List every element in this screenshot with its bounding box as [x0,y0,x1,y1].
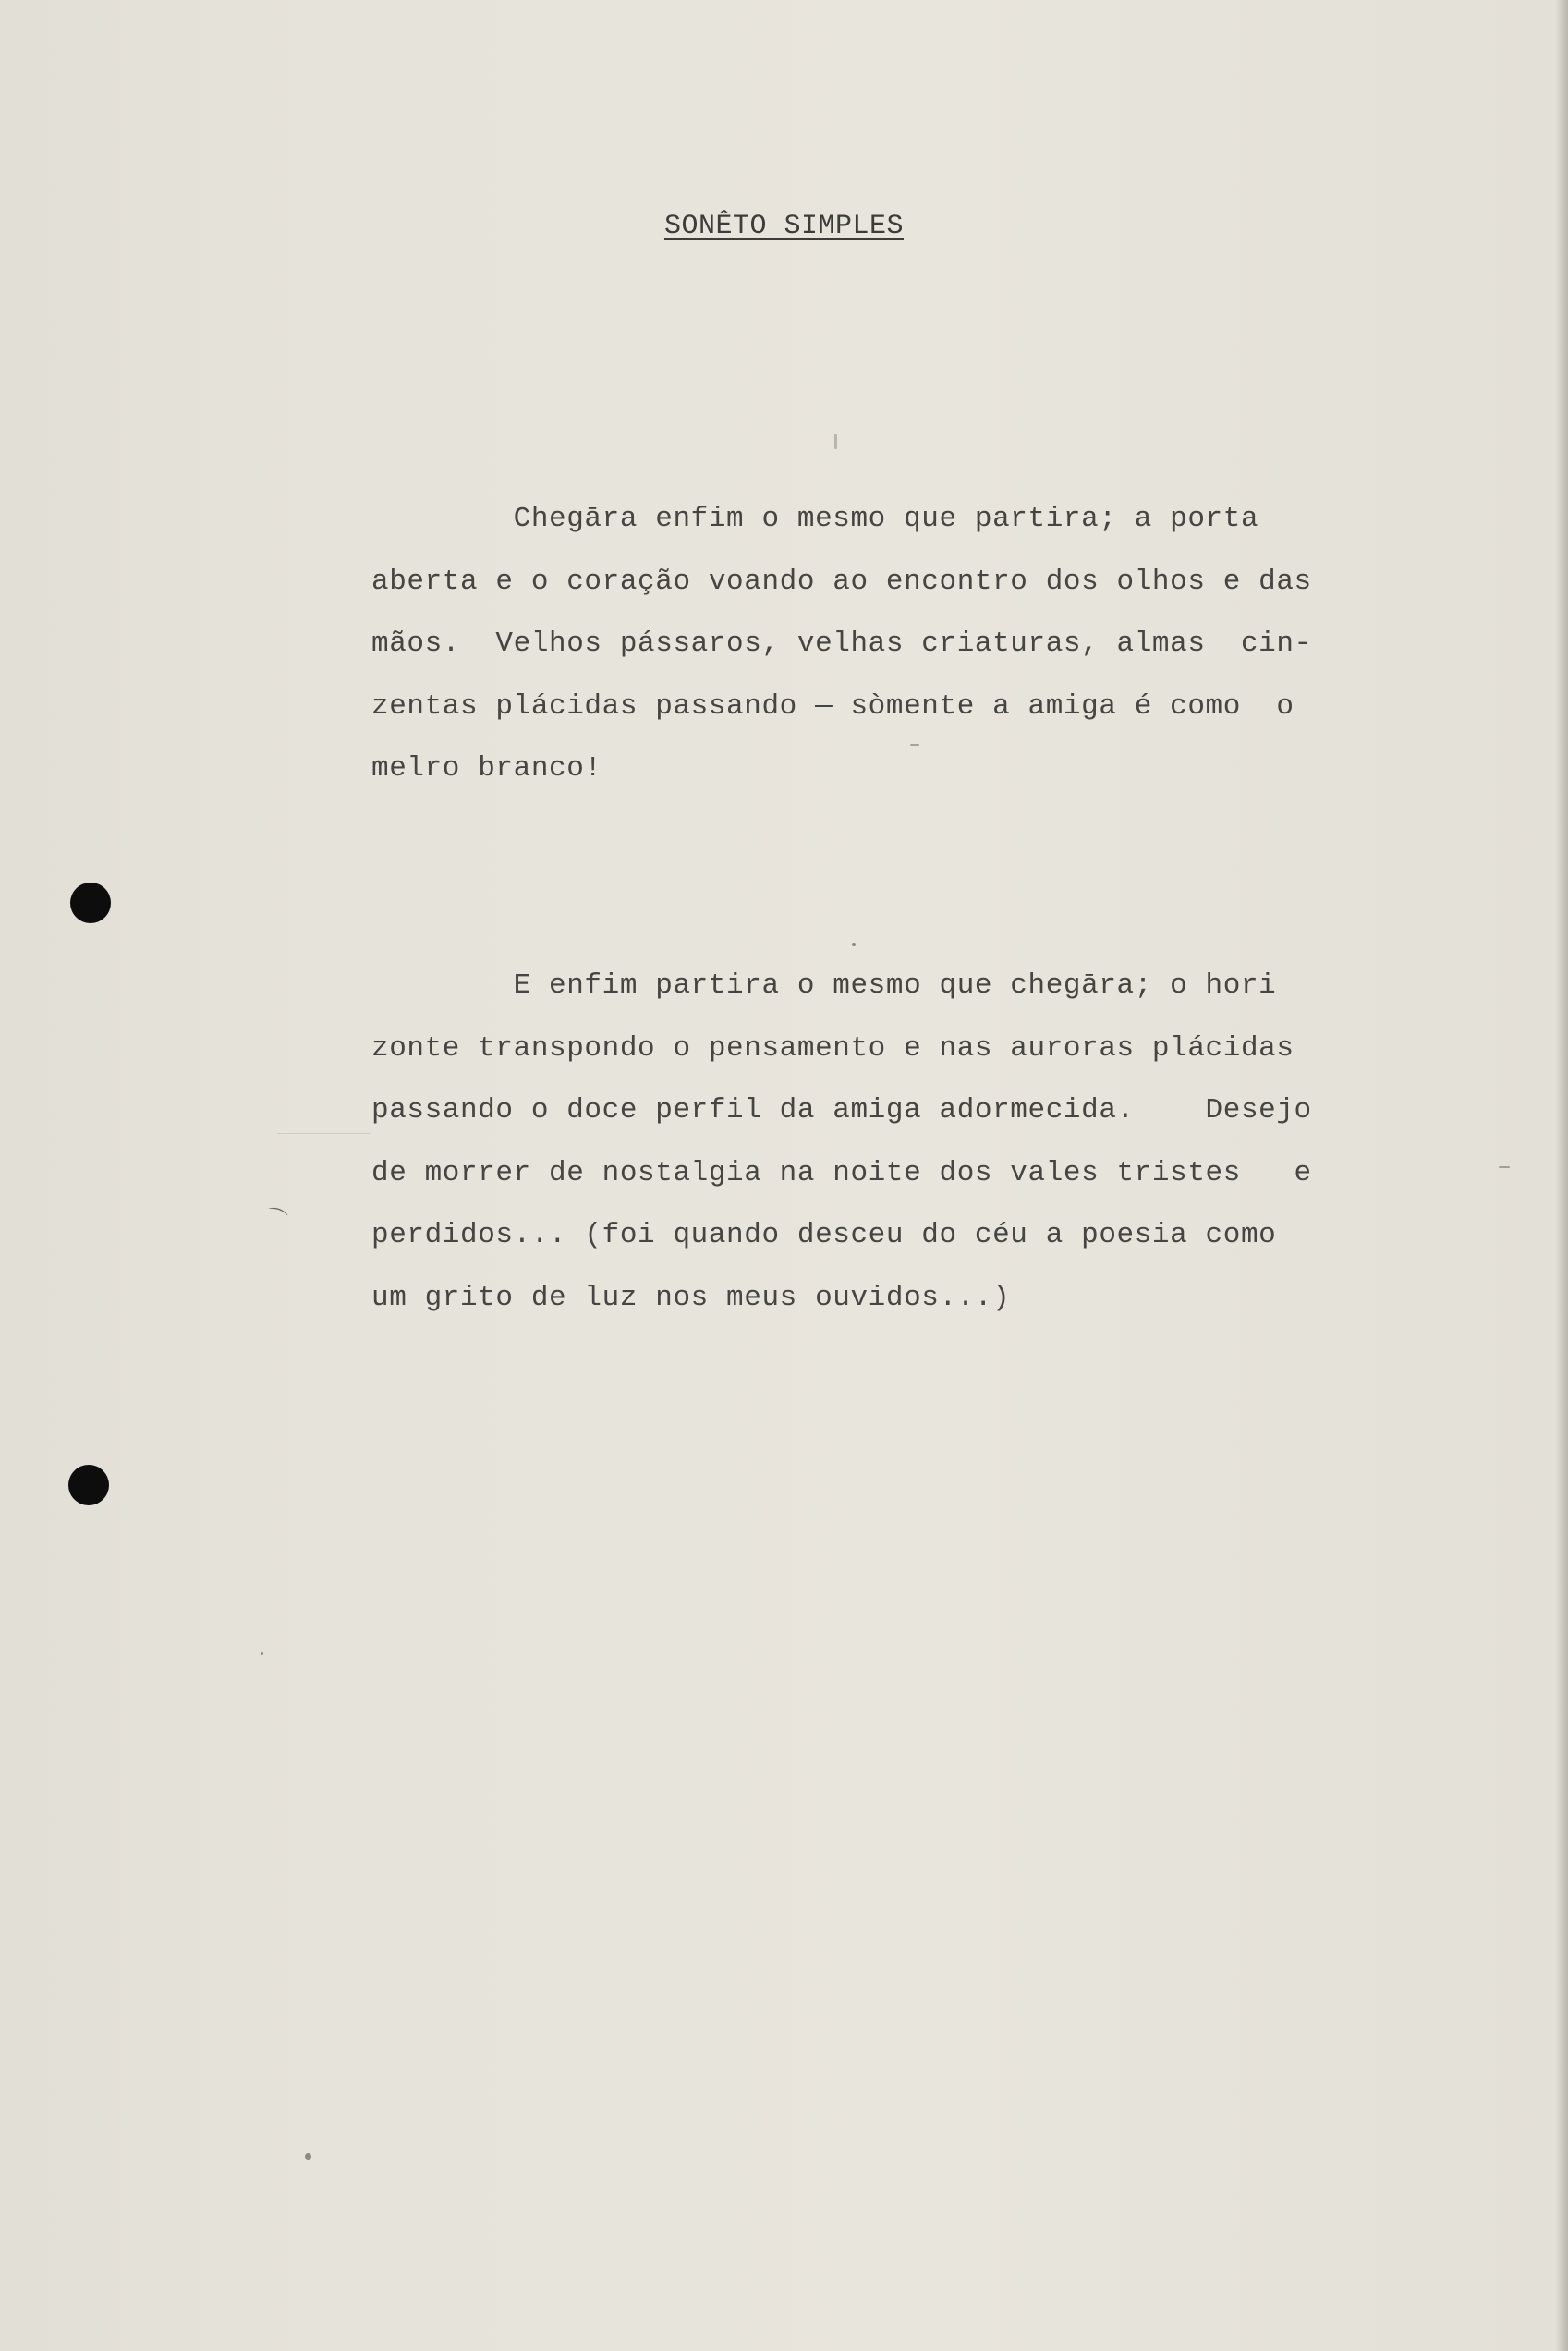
ink-speck [1499,1166,1510,1168]
ink-speck [834,434,837,449]
text-line: zonte transpondo o pensamento e nas auroras plácidas [371,1031,1295,1065]
ink-speck [261,1652,263,1655]
text-line: E enfim partira o mesmo que chegāra; o hori [371,969,1277,1002]
page-title-text: SONÊTO SIMPLES [663,211,905,242]
text-line: Chegāra enfim o mesmo que partira; a porta [371,503,1259,535]
ink-speck [852,943,856,946]
text-line: perdidos... (foi quando desceu do céu a poesia como [371,1219,1277,1251]
text-line: um grito de luz nos meus ouvidos...) [371,1281,1011,1314]
text-line: passando o doce perfil da amiga adormecida. Desejo [371,1094,1312,1127]
paragraph-2 [371,955,1351,1329]
ink-speck [277,1133,370,1134]
punch-hole [70,883,111,923]
ink-speck [305,2153,311,2160]
text-line: aberta e o coração voando ao encontro dos olhos e das [371,565,1312,598]
pencil-mark: ⌒ [261,1204,289,1234]
punch-hole [68,1465,109,1505]
ink-speck [910,744,919,746]
text-line: zentas plácidas passando — sòmente a amiga é como o [371,689,1295,723]
text-line: melro branco! [371,752,602,785]
page-title [0,211,1568,242]
paragraph-1 [371,488,1351,800]
text-line: de morrer de nostalgia na noite dos vales tristes e [371,1156,1312,1189]
text-line: mãos. Velhos pássaros, velhas criaturas, almas cin- [371,627,1312,660]
